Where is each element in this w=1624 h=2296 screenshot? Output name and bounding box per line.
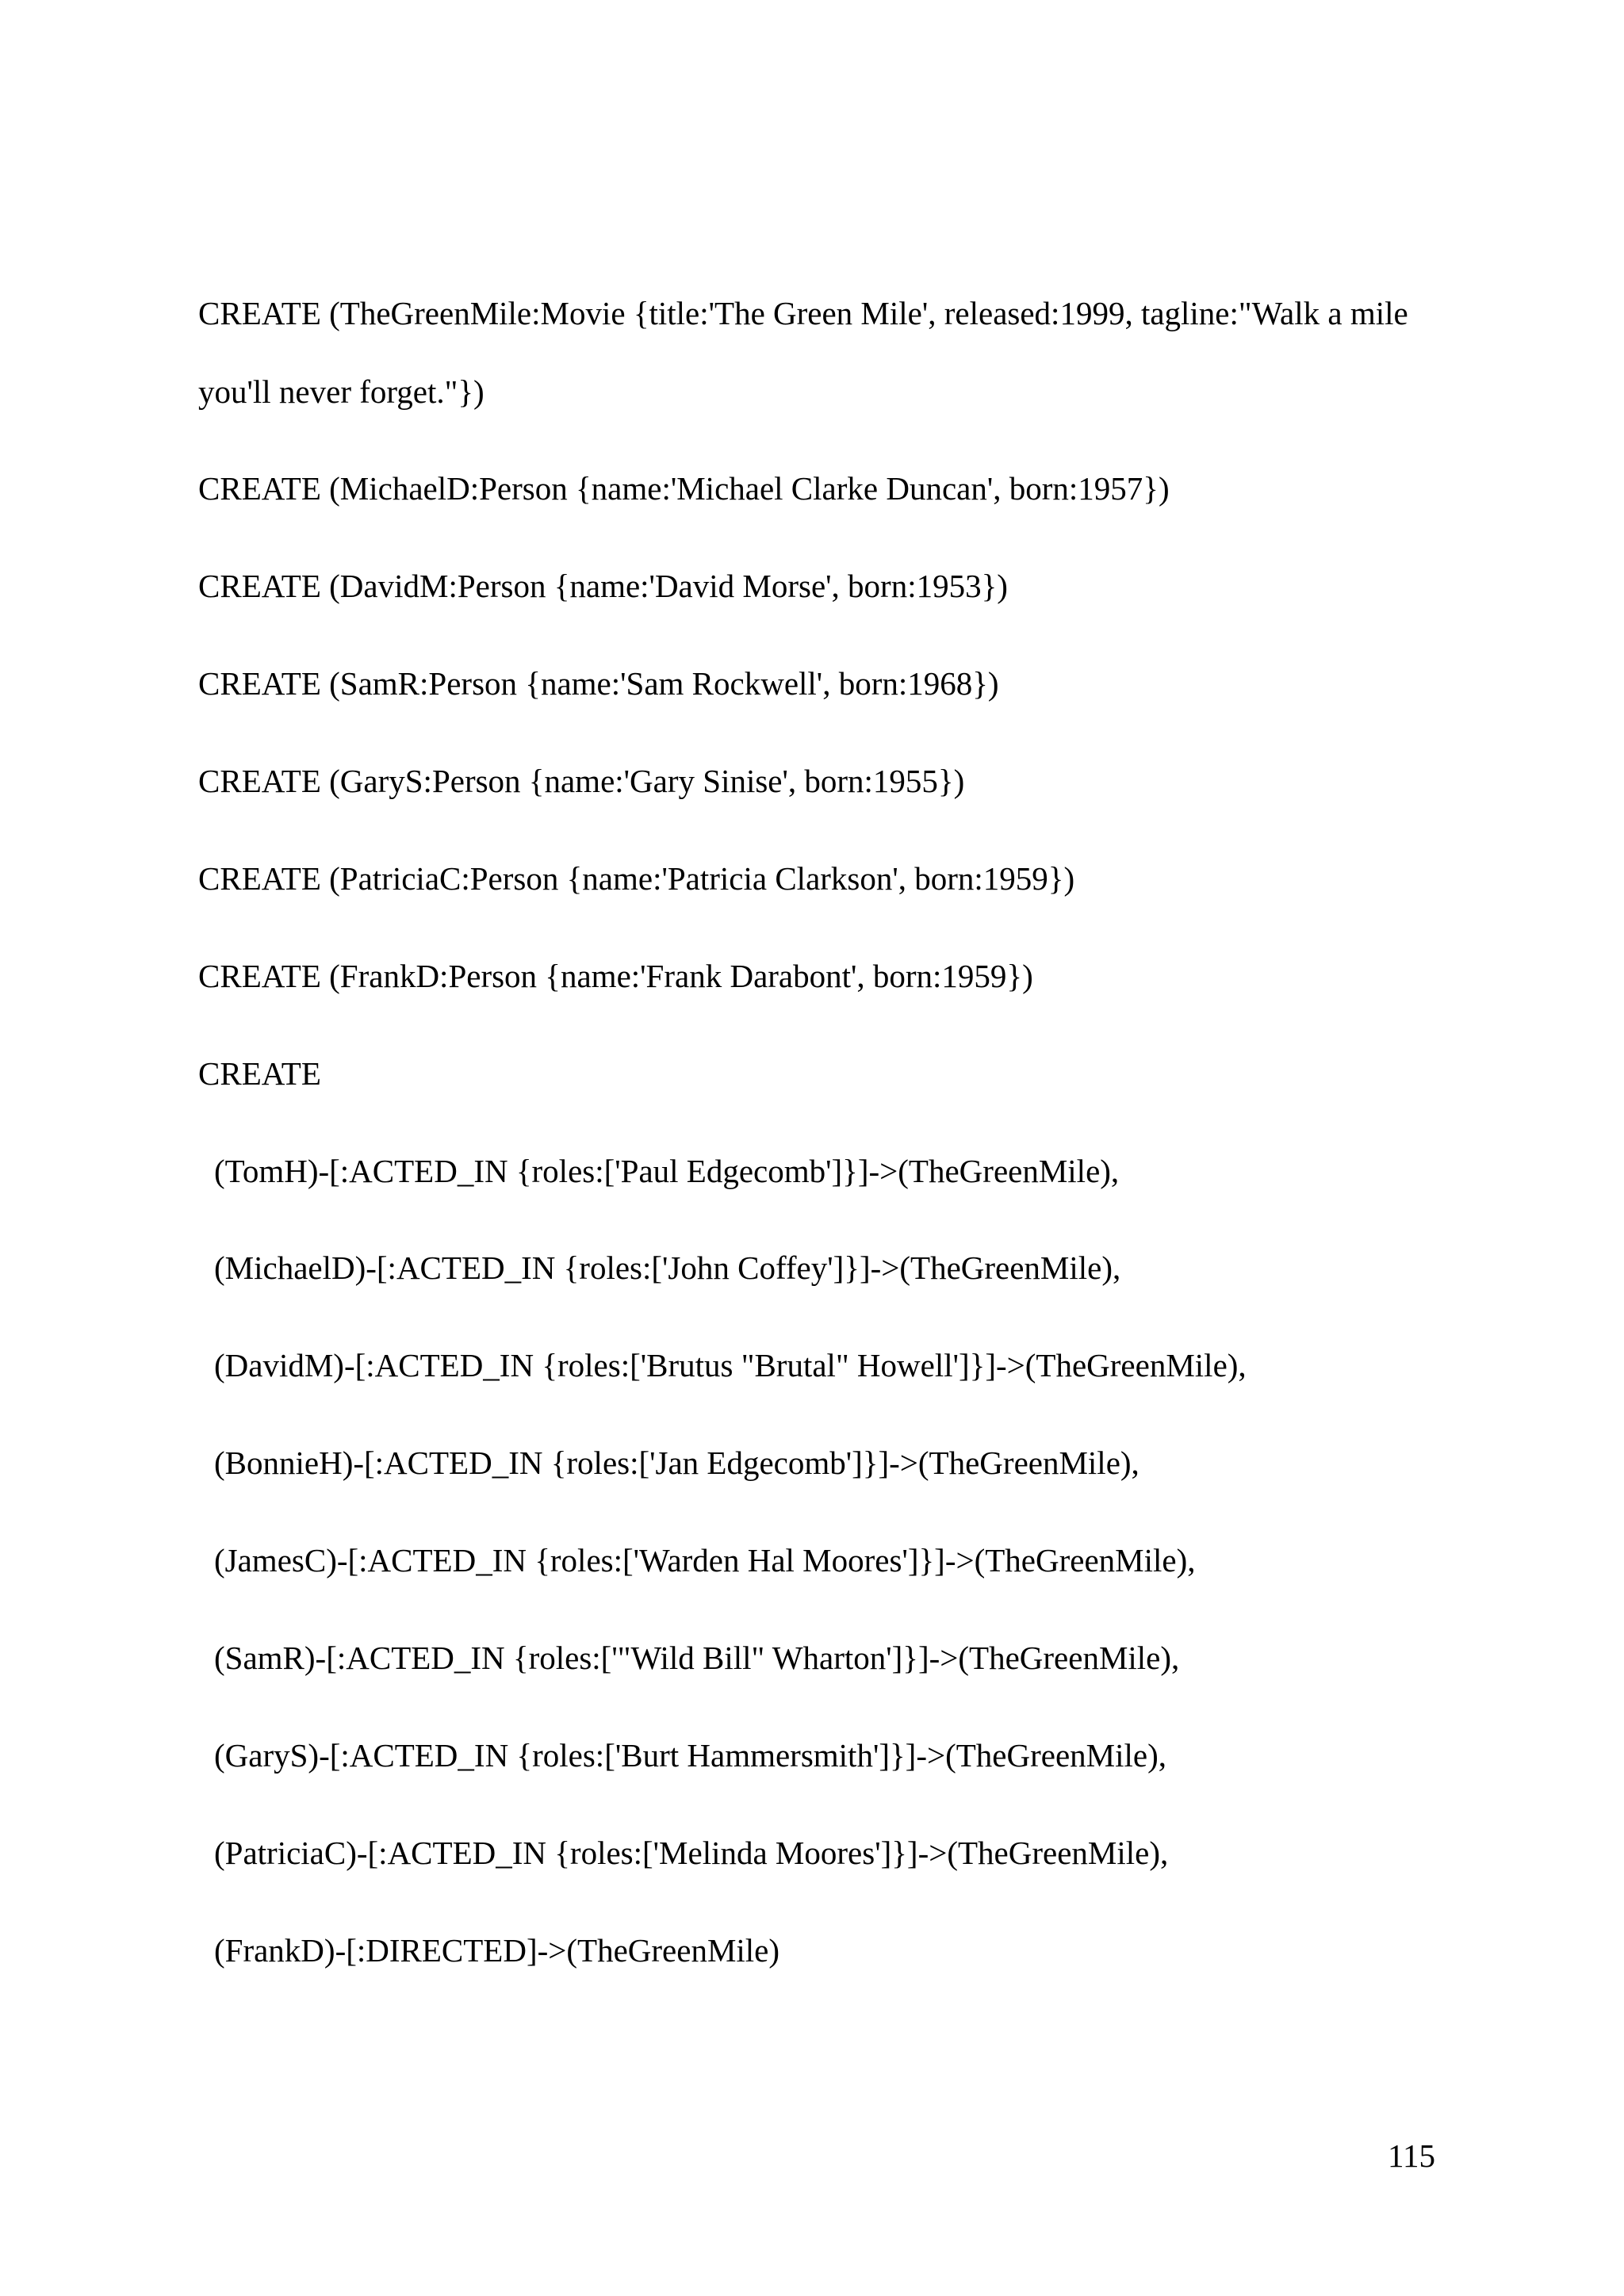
code-line-tomh-acted-in: (TomH)-[:ACTED_IN {roles:['Paul Edgecomb']}]->(TheGreenMile),	[214, 1153, 1120, 1189]
code-line-create-patriciac: CREATE (PatriciaC:Person {name:'Patricia Clarkson', born:1959})	[198, 860, 1075, 897]
code-line-create-davidm: CREATE (DavidM:Person {name:'David Morse', born:1953})	[198, 568, 1008, 604]
code-line-create-michaeld: CREATE (MichaelD:Person {name:'Michael Clarke Duncan', born:1957})	[198, 470, 1170, 507]
code-line-create-relationships: CREATE	[198, 1055, 321, 1092]
code-line-frankd-directed: (FrankD)-[:DIRECTED]->(TheGreenMile)	[214, 1932, 780, 1969]
code-line-create-garys: CREATE (GaryS:Person {name:'Gary Sinise', born:1955})	[198, 763, 965, 799]
code-line-samr-acted-in: (SamR)-[:ACTED_IN {roles:['"Wild Bill" Wharton']}]->(TheGreenMile),	[214, 1640, 1180, 1676]
code-line-michaeld-acted-in: (MichaelD)-[:ACTED_IN {roles:['John Coffey']}]->(TheGreenMile),	[214, 1249, 1121, 1286]
code-line-garys-acted-in: (GaryS)-[:ACTED_IN {roles:['Burt Hammersmith']}]->(TheGreenMile),	[214, 1737, 1166, 1774]
code-line-create-movie-continued: you'll never forget."})	[198, 373, 485, 410]
code-line-create-frankd: CREATE (FrankD:Person {name:'Frank Darabont', born:1959})	[198, 958, 1033, 994]
page-number: 115	[1388, 2137, 1435, 2174]
code-line-create-samr: CREATE (SamR:Person {name:'Sam Rockwell', born:1968})	[198, 665, 999, 702]
code-line-create-movie: CREATE (TheGreenMile:Movie {title:'The Green Mile', released:1999, tagline:"Walk a mile	[198, 295, 1408, 331]
code-line-bonnieh-acted-in: (BonnieH)-[:ACTED_IN {roles:['Jan Edgecomb']}]->(TheGreenMile),	[214, 1445, 1139, 1481]
code-line-davidm-acted-in: (DavidM)-[:ACTED_IN {roles:['Brutus "Brutal" Howell']}]->(TheGreenMile),	[214, 1347, 1247, 1383]
code-line-jamesc-acted-in: (JamesC)-[:ACTED_IN {roles:['Warden Hal Moores']}]->(TheGreenMile),	[214, 1542, 1196, 1578]
code-line-patriciac-acted-in: (PatriciaC)-[:ACTED_IN {roles:['Melinda Moores']}]->(TheGreenMile),	[214, 1835, 1169, 1871]
